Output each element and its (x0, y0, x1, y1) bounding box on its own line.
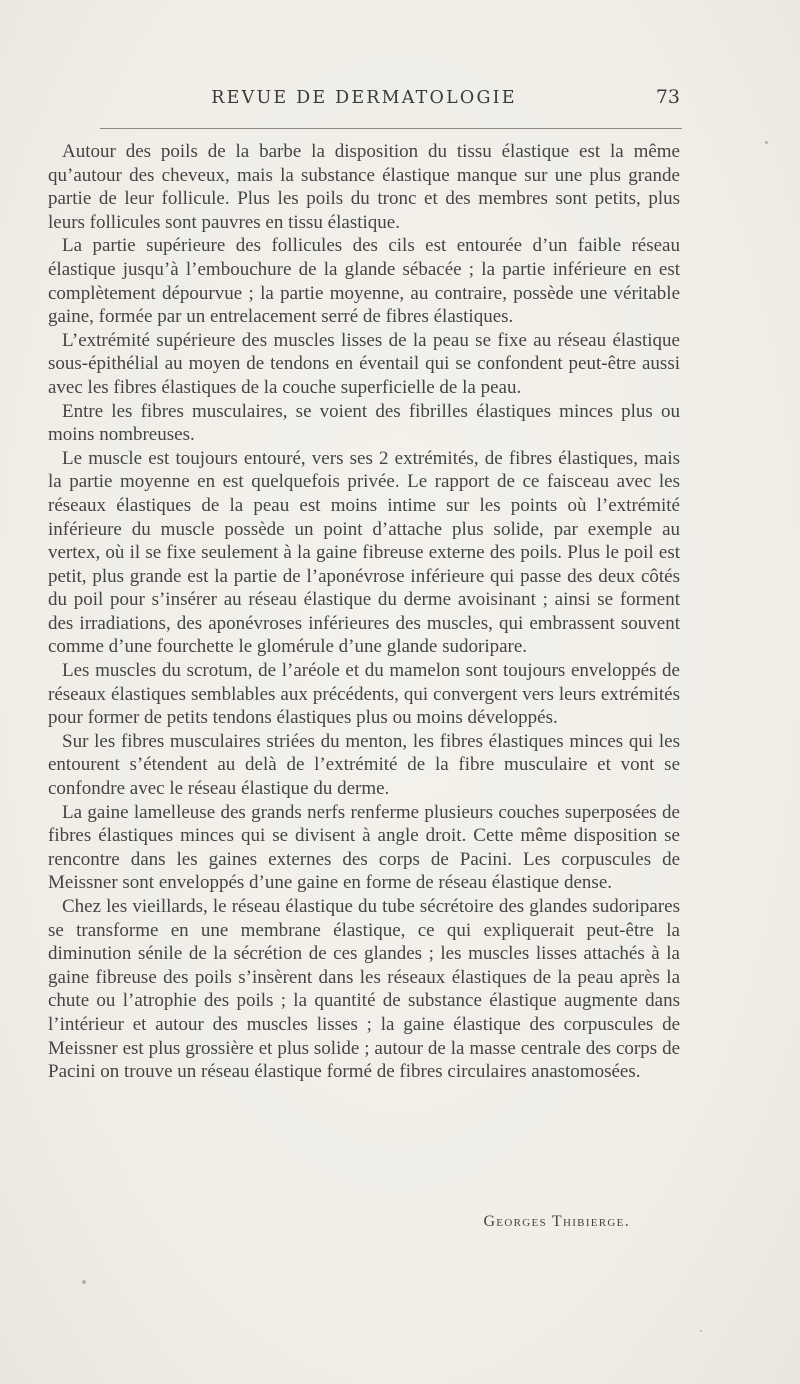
paper-speck (765, 141, 768, 144)
paragraph: Chez les vieillards, le réseau élastique du tube sécrétoire des glandes sudoripares se transforme en une membrane élastique, ce qui expliquerait peut-être la diminution sénile de la sécrétion de ces glandes ; les muscles lisses attachés à la gaine fibreuse des poils s’insèrent dans les réseaux élastiques de la peau après la chute ou l’atrophie des poils ; la quantité de substance élastique augmente dans l’intérieur et autour des muscles lisses ; la gaine élastique des corpuscules de Meissner est plus grossière et plus solide ; autour de la masse centrale des corps de Pacini on trouve un réseau élastique formé de fibres circulaires anastomosées. (48, 896, 680, 1083)
paragraph: Entre les fibres musculaires, se voient des fibrilles élastiques minces plus ou moins nombreuses. (48, 400, 680, 446)
running-title: REVUE DE DERMATOLOGIE (211, 88, 517, 108)
paper-speck (700, 1330, 702, 1332)
author-signature: Georges Thibierge. (483, 1213, 630, 1230)
header-rule (100, 128, 682, 129)
paragraph: La partie supérieure des follicules des cils est entourée d’un faible réseau élastique jusqu’à l’embouchure de la glande sébacée ; la partie inférieure en est complètement dépourvue ; la partie moyenne, au contraire, possède une véritable gaine, formée par un entrelacement serré de fibres élastiques. (48, 235, 680, 328)
paper-speck (82, 1280, 86, 1284)
article-body (48, 140, 680, 1084)
page-number: 73 (655, 86, 680, 108)
page-header (48, 86, 680, 114)
paragraph: Autour des poils de la barbe la disposition du tissu élastique est la même qu’autour des cheveux, mais la substance élastique manque sur une plus grande partie de leur follicule. Plus les poils du tronc et des membres sont petits, plus leurs follicules sont pauvres en tissu élastique. (48, 141, 680, 233)
paragraph: Sur les fibres musculaires striées du menton, les fibres élastiques minces qui les entourent s’étendent au delà de l’extrémité de la fibre musculaire et vont se confondre avec le réseau élastique du derme. (48, 730, 680, 800)
paragraph: Le muscle est toujours entouré, vers ses 2 extrémités, de fibres élastiques, mais la partie moyenne en est quelquefois privée. Le rapport de ce faisceau avec les réseaux élastiques de la peau est moins intime sur les points où l’extrémité inférieure du muscle possède un point d’attache plus solide, par exemple au vertex, où il se fixe seulement à la gaine fibreuse externe des poils. Plus le poil est petit, plus grande est la partie de l’aponévrose inférieure qui passe des deux côtés du poil pour s’insérer au réseau élastique du derme avoisinant ; ainsi se forment des irradiations, des aponévroses inférieures des muscles, qui embrassent souvent comme d’une fourchette le glomérule d’une glande sudoripare. (48, 447, 680, 658)
paragraph: Les muscles du scrotum, de l’aréole et du mamelon sont toujours enveloppés de réseaux élastiques semblables aux précédents, qui convergent vers leurs extrémités pour former de petits tendons élastiques plus ou moins développés. (48, 660, 680, 729)
paragraph: L’extrémité supérieure des muscles lisses de la peau se fixe au réseau élastique sous-épithélial au moyen de tendons en éventail qui se confondent peut-être aussi avec les fibres élastiques de la couche superficielle de la peau. (48, 329, 680, 398)
paragraph: La gaine lamelleuse des grands nerfs renferme plusieurs couches superposées de fibres élastiques minces qui se divisent à angle droit. Cette même disposition se rencontre dans les gaines externes des corps de Pacini. Les corpuscules de Meissner sont enveloppés d’une gaine en forme de réseau élastique dense. (48, 801, 680, 894)
